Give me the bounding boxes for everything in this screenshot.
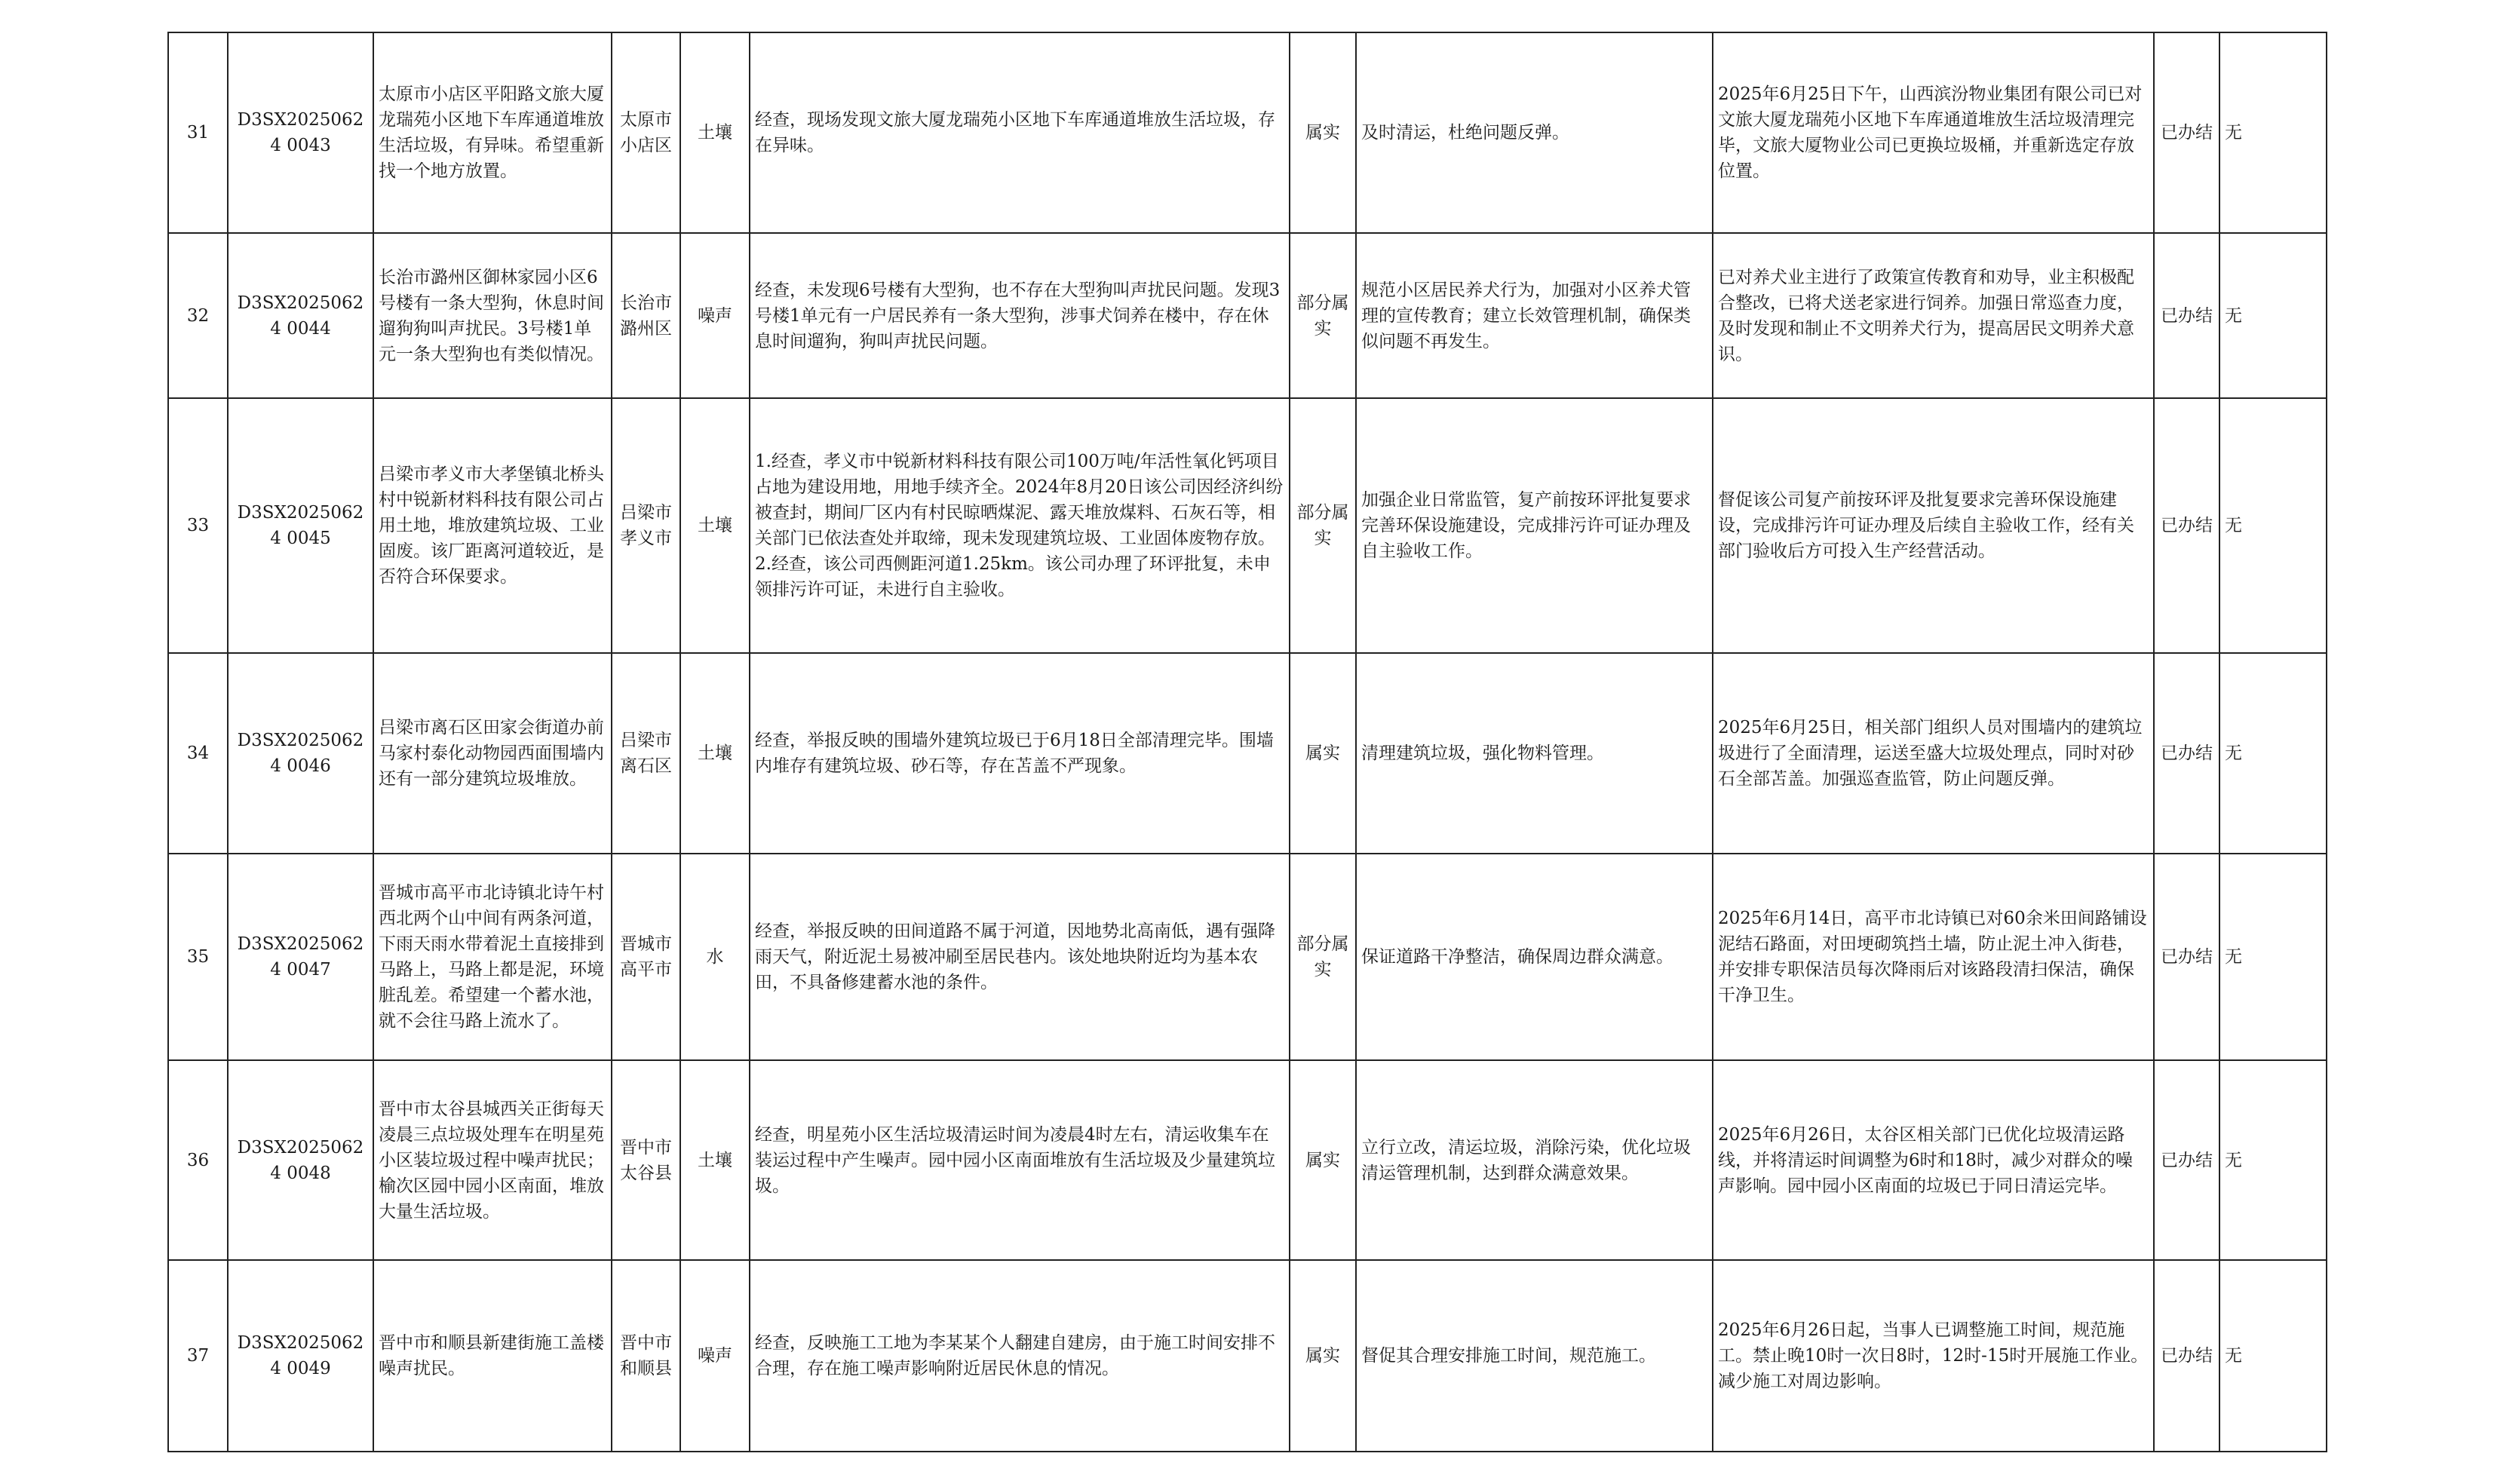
pollution-category: 噪声 [680, 233, 750, 398]
rectification-target: 加强企业日常监管，复产前按环评批复要求完善环保设施建设，完成排污许可证办理及自主验收工作。 [1356, 398, 1713, 653]
rectification-result: 2025年6月25日，相关部门组织人员对围墙内的建筑垃圾进行了全面清理，运送至盛大垃圾处理点，同时对砂石全部苫盖。加强巡查监管，防止问题反弹。 [1713, 653, 2154, 854]
verdict: 属实 [1290, 653, 1356, 854]
row-number: 37 [168, 1260, 228, 1452]
district: 晋中市太谷县 [612, 1060, 680, 1260]
verdict: 部分属实 [1290, 233, 1356, 398]
accountability: 无 [2219, 854, 2327, 1060]
complaint-content: 长治市潞州区御林家园小区6号楼有一条大型狗，休息时间遛狗狗叫声扰民。3号楼1单元一条大型狗也有类似情况。 [373, 233, 612, 398]
rectification-target: 及时清运，杜绝问题反弹。 [1356, 32, 1713, 233]
pollution-category: 噪声 [680, 1260, 750, 1452]
status: 已办结 [2154, 854, 2219, 1060]
status: 已办结 [2154, 653, 2219, 854]
verdict: 部分属实 [1290, 854, 1356, 1060]
status: 已办结 [2154, 398, 2219, 653]
status: 已办结 [2154, 1260, 2219, 1452]
pollution-category: 土壤 [680, 32, 750, 233]
investigation-result: 经查，举报反映的田间道路不属于河道，因地势北高南低，遇有强降雨天气，附近泥土易被冲刷至居民巷内。该处地块附近均为基本农田，不具备修建蓄水池的条件。 [750, 854, 1290, 1060]
verdict: 属实 [1290, 1260, 1356, 1452]
verdict: 属实 [1290, 32, 1356, 233]
rectification-target: 保证道路干净整洁，确保周边群众满意。 [1356, 854, 1713, 1060]
rectification-result: 2025年6月26日，太谷区相关部门已优化垃圾清运路线，并将清运时间调整为6时和18时，减少对群众的噪声影响。园中园小区南面的垃圾已于同日清运完毕。 [1713, 1060, 2154, 1260]
district: 吕梁市孝义市 [612, 398, 680, 653]
pollution-category: 土壤 [680, 398, 750, 653]
complaint-content: 晋城市高平市北诗镇北诗午村西北两个山中间有两条河道，下雨天雨水带着泥土直接排到马路上，马路上都是泥，环境脏乱差。希望建一个蓄水池，就不会往马路上流水了。 [373, 854, 612, 1060]
investigation-result: 经查，未发现6号楼有大型狗，也不存在大型狗叫声扰民问题。发现3号楼1单元有一户居民养有一条大型狗，涉事犬饲养在楼中，存在休息时间遛狗，狗叫声扰民问题。 [750, 233, 1290, 398]
status: 已办结 [2154, 233, 2219, 398]
case-code: D3SX20250624 0043 [228, 32, 373, 233]
complaint-content: 晋中市和顺县新建街施工盖楼噪声扰民。 [373, 1260, 612, 1452]
pollution-category: 水 [680, 854, 750, 1060]
accountability: 无 [2219, 1260, 2327, 1452]
case-code: D3SX20250624 0049 [228, 1260, 373, 1452]
table-row [168, 854, 2327, 1060]
case-code: D3SX20250624 0047 [228, 854, 373, 1060]
verdict: 属实 [1290, 1060, 1356, 1260]
district: 吕梁市离石区 [612, 653, 680, 854]
verdict: 部分属实 [1290, 398, 1356, 653]
rectification-result: 2025年6月25日下午，山西滨汾物业集团有限公司已对文旅大厦龙瑞苑小区地下车库通道堆放生活垃圾清理完毕，文旅大厦物业公司已更换垃圾桶，并重新选定存放位置。 [1713, 32, 2154, 233]
table-row [168, 1060, 2327, 1260]
table-row [168, 653, 2327, 854]
rectification-result: 2025年6月26日起，当事人已调整施工时间，规范施工。禁止晚10时一次日8时，12时-15时开展施工作业。减少施工对周边影响。 [1713, 1260, 2154, 1452]
complaint-content: 吕梁市孝义市大孝堡镇北桥头村中锐新材料科技有限公司占用土地，堆放建筑垃圾、工业固废。该厂距离河道较近，是否符合环保要求。 [373, 398, 612, 653]
district: 太原市小店区 [612, 32, 680, 233]
investigation-result: 经查，明星苑小区生活垃圾清运时间为凌晨4时左右，清运收集车在装运过程中产生噪声。园中园小区南面堆放有生活垃圾及少量建筑垃圾。 [750, 1060, 1290, 1260]
investigation-result: 经查，举报反映的围墙外建筑垃圾已于6月18日全部清理完毕。围墙内堆存有建筑垃圾、砂石等，存在苫盖不严现象。 [750, 653, 1290, 854]
district: 晋城市高平市 [612, 854, 680, 1060]
rectification-target: 立行立改，清运垃圾，消除污染，优化垃圾清运管理机制，达到群众满意效果。 [1356, 1060, 1713, 1260]
row-number: 36 [168, 1060, 228, 1260]
complaint-content: 吕梁市离石区田家会街道办前马家村泰化动物园西面围墙内还有一部分建筑垃圾堆放。 [373, 653, 612, 854]
row-number: 34 [168, 653, 228, 854]
investigation-point-2: 2.经查，该公司西侧距河道1.25km。该公司办理了环评批复，未申领排污许可证，未进行自主验收。 [755, 554, 1271, 599]
accountability: 无 [2219, 653, 2327, 854]
case-code: D3SX20250624 0045 [228, 398, 373, 653]
investigation-point-1: 1.经查，孝义市中锐新材料科技有限公司100万吨/年活性氧化钙项目占地为建设用地，用地手续齐全。2024年8月20日该公司因经济纠纷被查封，期间厂区内有村民晾晒煤泥、露天堆放煤料、石灰石等，相关部门已依法查处并取缔，现未发现建筑垃圾、工业固体废物存放。 [755, 452, 1284, 548]
case-code: D3SX20250624 0046 [228, 653, 373, 854]
rectification-result: 已对养犬业主进行了政策宣传教育和劝导，业主积极配合整改，已将犬送老家进行饲养。加强日常巡查力度，及时发现和制止不文明养犬行为，提高居民文明养犬意识。 [1713, 233, 2154, 398]
rectification-target: 规范小区居民养犬行为，加强对小区养犬管理的宣传教育；建立长效管理机制，确保类似问题不再发生。 [1356, 233, 1713, 398]
status: 已办结 [2154, 1060, 2219, 1260]
row-number: 31 [168, 32, 228, 233]
accountability: 无 [2219, 1060, 2327, 1260]
table-row [168, 398, 2327, 653]
investigation-result: 经查，反映施工工地为李某某个人翻建自建房，由于施工时间安排不合理，存在施工噪声影响附近居民休息的情况。 [750, 1260, 1290, 1452]
rectification-target: 清理建筑垃圾，强化物料管理。 [1356, 653, 1713, 854]
accountability: 无 [2219, 233, 2327, 398]
district: 长治市潞州区 [612, 233, 680, 398]
investigation-result [750, 398, 1290, 653]
pollution-category: 土壤 [680, 1060, 750, 1260]
case-code: D3SX20250624 0048 [228, 1060, 373, 1260]
status: 已办结 [2154, 32, 2219, 233]
pollution-category: 土壤 [680, 653, 750, 854]
investigation-result: 经查，现场发现文旅大厦龙瑞苑小区地下车库通道堆放生活垃圾，存在异味。 [750, 32, 1290, 233]
district: 晋中市和顺县 [612, 1260, 680, 1452]
table-row [168, 32, 2327, 233]
row-number: 35 [168, 854, 228, 1060]
case-table [167, 32, 2327, 1452]
complaint-content: 太原市小店区平阳路文旅大厦龙瑞苑小区地下车库通道堆放生活垃圾，有异味。希望重新找一个地方放置。 [373, 32, 612, 233]
accountability: 无 [2219, 398, 2327, 653]
rectification-result: 2025年6月14日，高平市北诗镇已对60余米田间路铺设泥结石路面，对田埂砌筑挡土墙，防止泥土冲入街巷，并安排专职保洁员每次降雨后对该路段清扫保洁，确保干净卫生。 [1713, 854, 2154, 1060]
row-number: 32 [168, 233, 228, 398]
rectification-result: 督促该公司复产前按环评及批复要求完善环保设施建设，完成排污许可证办理及后续自主验收工作，经有关部门验收后方可投入生产经营活动。 [1713, 398, 2154, 653]
row-number: 33 [168, 398, 228, 653]
table-row [168, 233, 2327, 398]
accountability: 无 [2219, 32, 2327, 233]
table-row [168, 1260, 2327, 1452]
case-code: D3SX20250624 0044 [228, 233, 373, 398]
complaint-content: 晋中市太谷县城西关正街每天凌晨三点垃圾处理车在明星苑小区装垃圾过程中噪声扰民；榆次区园中园小区南面，堆放大量生活垃圾。 [373, 1060, 612, 1260]
rectification-target: 督促其合理安排施工时间，规范施工。 [1356, 1260, 1713, 1452]
